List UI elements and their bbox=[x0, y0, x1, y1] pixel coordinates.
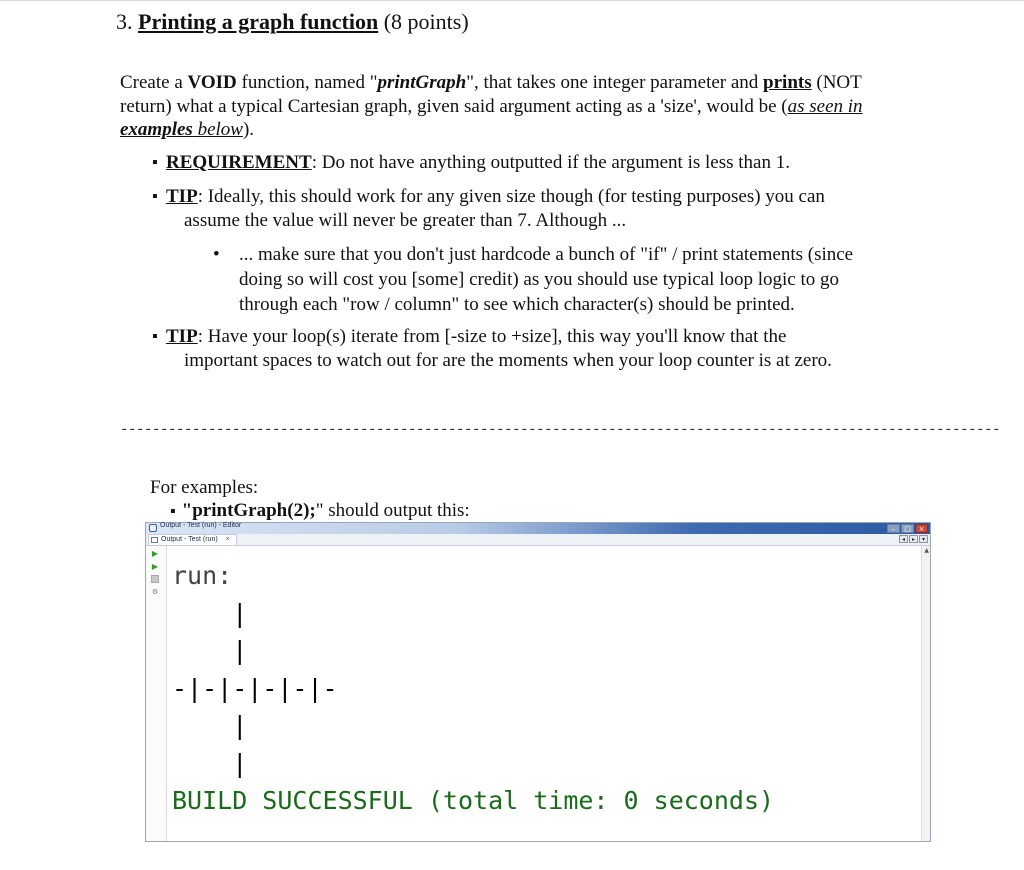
ide-tab-bar bbox=[146, 534, 930, 546]
square-bullet-icon: ▪ bbox=[152, 328, 158, 345]
console-line: | bbox=[172, 748, 248, 778]
tip-text-continued: important spaces to watch out for are the moments when your loop counter is at zero. bbox=[184, 349, 832, 371]
rerun-icon[interactable]: ▶ bbox=[151, 549, 159, 558]
sub-bullet bbox=[213, 242, 899, 317]
sub-bullet-text: ... make sure that you don't just hardcode a bunch of "if" / print statements (since doing so will cost you [some] credit) as you should use typical loop logic to go through each "row / column" to see which character(s) should be printed. bbox=[239, 244, 854, 315]
example-quote: " bbox=[181, 500, 193, 521]
ide-title-bar bbox=[146, 523, 930, 534]
square-bullet-icon: ▪ bbox=[152, 188, 158, 205]
intro-text: Create a bbox=[120, 72, 188, 93]
examples-heading: For examples: bbox=[150, 477, 259, 498]
tip-text: : Have your loop(s) iterate from [-size to +size], this way you'll know that the bbox=[197, 326, 787, 347]
console-line: | bbox=[172, 711, 248, 740]
console-line: | bbox=[172, 636, 248, 665]
ide-output-window bbox=[145, 522, 931, 842]
tab-close-icon[interactable]: × bbox=[225, 536, 230, 543]
question-number: 3. bbox=[116, 9, 133, 34]
intro-text: (NOT return) what a typical Cartesian graph, given said argument acting as a 'size', would be ( bbox=[120, 72, 862, 117]
console-axis-line: -|-|-|-|-|- bbox=[172, 673, 338, 703]
requirement-bullet bbox=[152, 151, 906, 175]
minimize-icon[interactable]: – bbox=[887, 524, 900, 533]
console-build-status: BUILD SUCCESSFUL (total time: 0 seconds) bbox=[172, 786, 775, 815]
tip-text: : Ideally, this should work for any given size though (for testing purposes) you can bbox=[197, 186, 825, 207]
example-code: printGraph(2); bbox=[192, 500, 316, 521]
question-points: (8 points) bbox=[383, 9, 469, 34]
requirement-text: : Do not have anything outputted if the argument is less than 1. bbox=[311, 152, 790, 173]
output-icon bbox=[151, 537, 158, 543]
tab-prev-icon[interactable]: ◂ bbox=[899, 535, 908, 543]
console-line: | bbox=[172, 598, 248, 628]
tab-navigation bbox=[899, 535, 928, 543]
intro-text: ", that takes one integer parameter and bbox=[466, 72, 764, 93]
vertical-scrollbar[interactable] bbox=[921, 546, 930, 841]
tip-bullet-1 bbox=[152, 185, 886, 232]
void-keyword: VOID bbox=[187, 72, 237, 93]
maximize-icon[interactable]: □ bbox=[901, 524, 914, 533]
example-text: " should output this: bbox=[315, 500, 470, 521]
window-title: Output - Test (run) - Editor bbox=[160, 522, 242, 529]
console-run-line: run: bbox=[172, 561, 233, 590]
window-icon bbox=[149, 524, 157, 532]
console-output bbox=[172, 557, 774, 820]
below-word: below bbox=[192, 119, 243, 140]
tab-label: Output - Test (run) bbox=[161, 536, 218, 543]
rerun-with-options-icon[interactable]: ▶ bbox=[151, 562, 159, 571]
tip-text-continued: assume the value will never be greater than 7. Although ... bbox=[184, 209, 627, 231]
examples-word: examples bbox=[120, 119, 193, 140]
output-toolbar bbox=[146, 546, 167, 841]
intro-paragraph bbox=[120, 71, 890, 142]
question-heading bbox=[116, 8, 469, 36]
function-name: printGraph bbox=[377, 72, 467, 93]
example-item bbox=[170, 499, 470, 524]
tip-label: TIP bbox=[166, 326, 198, 347]
prints-keyword: prints bbox=[763, 72, 812, 93]
square-bullet-icon: ▪ bbox=[152, 154, 158, 171]
top-rule bbox=[0, 0, 1024, 1]
tab-next-icon[interactable]: ▸ bbox=[909, 535, 918, 543]
tab-menu-icon[interactable]: ▾ bbox=[919, 535, 928, 543]
close-icon[interactable]: × bbox=[915, 524, 928, 533]
round-bullet-icon: • bbox=[213, 244, 220, 265]
tip-bullet-2 bbox=[152, 325, 906, 372]
requirement-label: REQUIREMENT bbox=[166, 152, 312, 173]
square-bullet-icon: ▪ bbox=[170, 503, 176, 520]
question-title: Printing a graph function bbox=[138, 9, 379, 34]
window-controls bbox=[887, 524, 928, 533]
stop-icon[interactable] bbox=[151, 575, 159, 583]
tab-output[interactable] bbox=[148, 534, 237, 545]
as-seen-text: as seen in bbox=[787, 95, 863, 117]
statistics-icon[interactable]: ⚙ bbox=[151, 588, 159, 596]
scroll-up-icon[interactable]: ▲ bbox=[924, 547, 929, 554]
tip-label: TIP bbox=[166, 186, 198, 207]
dashed-divider: -------------------------------------------------------------------------------------------------------------- bbox=[120, 422, 1001, 438]
intro-text: function, named " bbox=[236, 72, 378, 93]
intro-text: ). bbox=[242, 119, 255, 140]
